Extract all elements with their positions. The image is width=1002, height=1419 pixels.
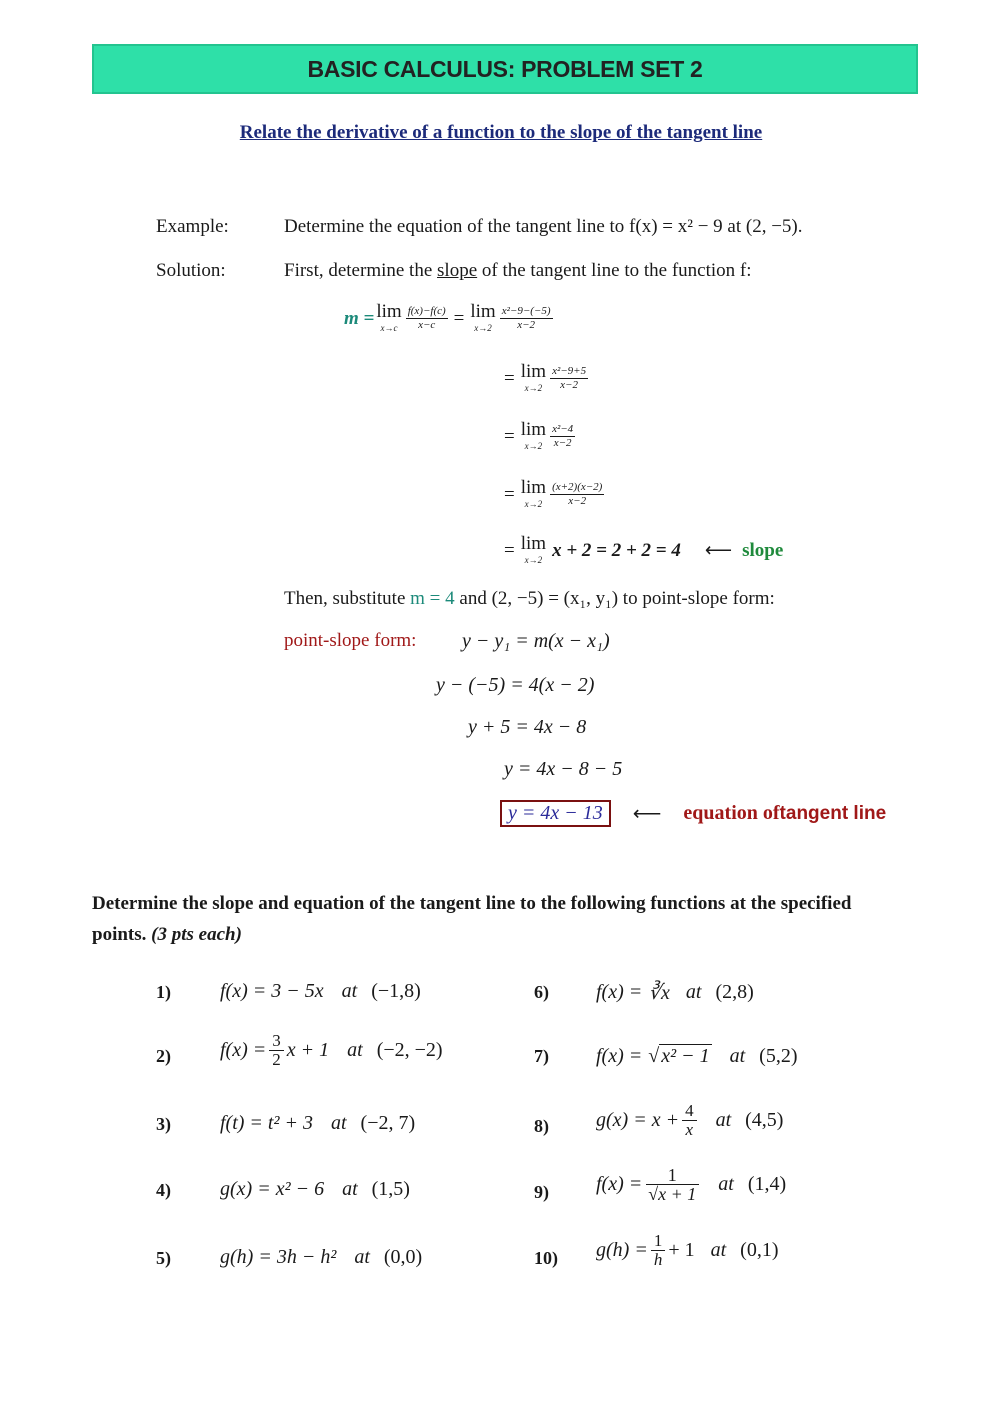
lim-sub: x→2: [524, 555, 543, 565]
lim-word: lim: [520, 419, 547, 440]
lim-2: [470, 302, 495, 335]
frac-den: x−2: [560, 379, 578, 391]
at-word: at: [341, 980, 358, 1002]
frac-den: x−2: [553, 437, 572, 449]
problem-8-lhs: g(x) = x +: [596, 1109, 680, 1131]
equals: =: [504, 483, 515, 505]
answer-box: y = 4x − 13: [500, 800, 611, 827]
frac-num: x²−9+5: [552, 365, 587, 377]
problem-6: [596, 980, 754, 1005]
lim-5: [521, 478, 546, 511]
sqrt-icon: √: [648, 1044, 660, 1067]
at-word: at: [354, 1246, 370, 1268]
problem-6-radical: ∛x: [648, 982, 670, 1004]
slope-annotation: slope: [742, 539, 784, 561]
lim-word: lim: [470, 301, 496, 322]
problem-1: [220, 980, 421, 1003]
lim-word: lim: [520, 533, 547, 554]
lim-1: [376, 302, 401, 335]
lim-sub: x→2: [524, 383, 543, 393]
answer-label-a: equation of: [683, 802, 780, 824]
problem-1-expr: f(x) = 3 − 5x: [220, 980, 324, 1002]
at-word: at: [710, 1239, 727, 1261]
problem-10-lhs: g(h) =: [596, 1239, 648, 1261]
frac-den: x−2: [517, 319, 536, 331]
arrow-left-icon: ⟵: [632, 803, 662, 825]
problem-7: [596, 1044, 798, 1068]
frac-den: √x + 1: [648, 1184, 697, 1204]
problem-2: [220, 1032, 443, 1069]
lim-6: [521, 534, 546, 567]
problem-2-point: (−2, −2): [376, 1039, 443, 1061]
point-slope-label: point-slope form:: [284, 630, 417, 651]
equals: =: [504, 539, 515, 561]
problem-5-number: 5): [156, 1248, 171, 1268]
title-banner: [92, 44, 918, 94]
problem-9-number: 9): [534, 1182, 549, 1202]
frac-num: 1: [651, 1232, 666, 1251]
solution-text-before: First, determine the: [284, 260, 438, 281]
frac-den: x−c: [418, 319, 436, 331]
answer-row: [500, 800, 886, 827]
step-expanded: y + 5 = 4x − 8: [468, 716, 587, 738]
frac-num: x²−4: [552, 423, 574, 435]
final-limit-expr: x + 2 = 2 + 2 = 4: [552, 539, 681, 561]
problem-8-point: (4,5): [745, 1109, 784, 1131]
slope-word: slope: [437, 260, 478, 281]
problem-2-number: 2): [156, 1046, 171, 1066]
problem-2-fraction: [269, 1032, 284, 1069]
frac-den: x−2: [568, 495, 587, 507]
problem-4-number: 4): [156, 1180, 171, 1200]
page-title: BASIC CALCULUS: PROBLEM SET 2: [307, 55, 703, 82]
at-word: at: [347, 1039, 363, 1061]
problem-2-rest: x + 1: [286, 1039, 330, 1061]
problem-2-lhs: f(x) =: [220, 1039, 267, 1061]
step-substituted: y − (−5) = 4(x − 2): [436, 674, 595, 696]
fraction-3: [550, 365, 588, 392]
lim-4: [521, 420, 546, 453]
example-label: Example:: [156, 216, 229, 237]
fraction-2: [500, 305, 553, 332]
problem-8-fraction: [682, 1102, 697, 1139]
problem-5-expr: g(h) = 3h − h²: [220, 1246, 337, 1268]
frac-num: f(x)−f(c): [407, 305, 446, 317]
problem-4-point: (1,5): [371, 1178, 410, 1200]
limit-step-2: [504, 362, 590, 395]
lim-3: [521, 362, 546, 395]
example-text: Determine the equation of the tangent line to f(x) = x² − 9 at (2, −5).: [284, 216, 803, 237]
problem-9: [596, 1166, 786, 1203]
lim-sub: x→2: [524, 441, 543, 451]
problem-1-point: (−1,8): [371, 980, 421, 1002]
problem-8-number: 8): [534, 1116, 549, 1136]
problem-7-lhs: f(x) =: [596, 1044, 643, 1067]
lim-word: lim: [520, 477, 547, 498]
problem-3: [220, 1112, 415, 1135]
limit-step-1: [344, 302, 555, 335]
problem-7-radicand: x² − 1: [661, 1045, 710, 1067]
problem-3-point: (−2, 7): [360, 1112, 416, 1134]
fraction-1: [406, 305, 448, 332]
problem-10-rest: + 1: [668, 1239, 695, 1261]
page-subtitle: Relate the derivative of a function to the slope of the tangent line: [239, 122, 763, 143]
problem-10-fraction: [651, 1232, 666, 1269]
instructions-text: Determine the slope and equation of the tangent line to the following functions at the specified points.: [92, 893, 852, 945]
lim-sub: x→c: [380, 323, 398, 333]
problem-9-point: (1,4): [747, 1173, 787, 1195]
limit-step-4: [504, 478, 606, 511]
at-word: at: [330, 1112, 347, 1134]
then-m: m = 4: [410, 588, 455, 609]
m-equals: m =: [344, 307, 375, 329]
point-slope-equation: y − y₁ = m(x − x₁): [462, 630, 610, 652]
frac-den: h: [653, 1250, 663, 1269]
arrow-left-icon: ⟵: [704, 540, 733, 561]
problem-7-point: (5,2): [759, 1044, 798, 1067]
step-isolated: y = 4x − 8 − 5: [504, 758, 623, 780]
solution-label: Solution:: [156, 260, 226, 281]
frac-num: 1: [646, 1166, 699, 1185]
limit-step-3: [504, 420, 577, 453]
problem-6-number: 6): [534, 982, 549, 1002]
at-word: at: [729, 1044, 746, 1067]
equals: =: [504, 425, 515, 447]
solution-text-after: of the tangent line to the function f:: [477, 260, 752, 281]
solution-text: [284, 260, 752, 282]
at-word: at: [685, 981, 702, 1003]
frac-num: (x+2)(x−2): [552, 481, 603, 493]
problem-10-point: (0,1): [740, 1239, 779, 1261]
problem-1-number: 1): [156, 982, 171, 1002]
frac-num: 3: [269, 1032, 284, 1051]
lim-word: lim: [520, 361, 547, 382]
answer-label-b: tangent line: [779, 802, 887, 824]
fraction-4: [550, 423, 575, 450]
substitution-text: [284, 588, 775, 610]
problem-4: [220, 1178, 410, 1201]
problem-4-expr: g(x) = x² − 6: [220, 1178, 325, 1200]
problem-3-expr: f(t) = t² + 3: [220, 1112, 313, 1134]
at-word: at: [715, 1109, 732, 1131]
instructions-points: (3 pts each): [151, 924, 242, 945]
equals: =: [453, 307, 465, 329]
problem-3-number: 3): [156, 1114, 171, 1134]
problem-6-lhs: f(x) =: [596, 981, 643, 1003]
at-word: at: [342, 1178, 358, 1200]
then-after: and (2, −5) = (x₁, y₁) to point-slope form:: [454, 588, 775, 609]
then-before: Then, substitute: [284, 588, 411, 609]
problem-9-lhs: f(x) =: [596, 1173, 643, 1195]
problem-7-number: 7): [534, 1046, 549, 1066]
lim-sub: x→2: [474, 323, 492, 333]
equals: =: [504, 367, 515, 389]
frac-den: x: [685, 1120, 694, 1139]
frac-num: x²−9−(−5): [501, 305, 551, 317]
fraction-5: [550, 481, 604, 508]
lim-sub: x→2: [524, 499, 543, 509]
limit-step-5: [504, 534, 783, 567]
instructions: [92, 888, 892, 950]
problem-5: [220, 1246, 422, 1269]
problem-8: [596, 1102, 783, 1139]
problem-5-point: (0,0): [383, 1246, 423, 1268]
problem-9-fraction: [645, 1166, 699, 1203]
lim-word: lim: [376, 301, 402, 322]
problem-10-number: 10): [534, 1248, 558, 1268]
frac-den: 2: [272, 1050, 281, 1069]
frac-num: 4: [682, 1102, 697, 1121]
problem-10: [596, 1232, 779, 1269]
problem-6-point: (2,8): [715, 981, 754, 1003]
at-word: at: [718, 1173, 734, 1195]
